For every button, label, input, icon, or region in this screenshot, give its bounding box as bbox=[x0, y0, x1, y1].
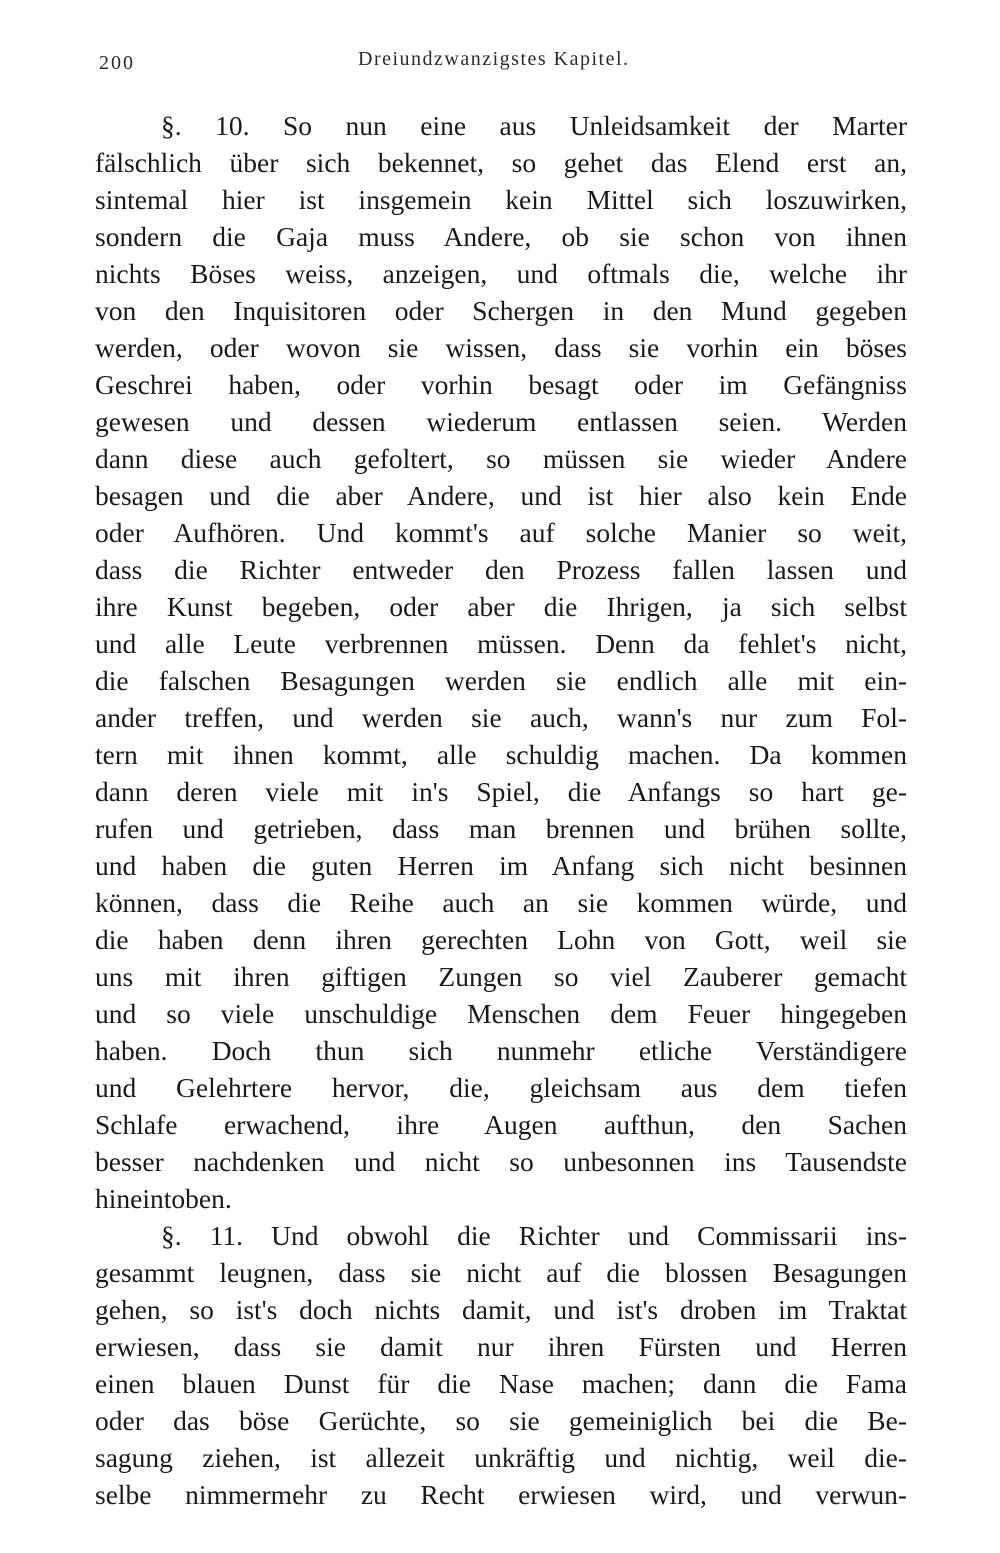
text-line: rufen und getrieben, dass man brennen und brühen sollte, bbox=[95, 813, 907, 844]
running-head bbox=[0, 44, 1000, 80]
text-line: oder das böse Gerüchte, so sie gemeiniglich bei die Be- bbox=[95, 1405, 907, 1436]
text-line: haben. Doch thun sich nunmehr etliche Verständigere bbox=[95, 1035, 907, 1066]
text-line: Geschrei haben, oder vorhin besagt oder im Gefängniss bbox=[95, 369, 907, 400]
text-line: werden, oder wovon sie wissen, dass sie vorhin ein böses bbox=[95, 332, 907, 363]
text-line: sagung ziehen, ist allezeit unkräftig und nichtig, weil die- bbox=[95, 1442, 907, 1473]
text-line: und Gelehrtere hervor, die, gleichsam aus dem tiefen bbox=[95, 1072, 907, 1103]
text-line: erwiesen, dass sie damit nur ihren Fürsten und Herren bbox=[95, 1331, 907, 1362]
text-line: nichts Böses weiss, anzeigen, und oftmals die, welche ihr bbox=[95, 258, 907, 289]
body-text bbox=[95, 107, 907, 1513]
text-line: fälschlich über sich bekennet, so gehet das Elend erst an, bbox=[95, 147, 907, 178]
text-line: besser nachdenken und nicht so unbesonnen ins Tausendste bbox=[95, 1146, 907, 1177]
text-line: die falschen Besagungen werden sie endlich alle mit ein- bbox=[95, 665, 907, 696]
text-line: selbe nimmermehr zu Recht erwiesen wird, und verwun- bbox=[95, 1479, 907, 1510]
text-line: können, dass die Reihe auch an sie kommen würde, und bbox=[95, 887, 907, 918]
text-line: gewesen und dessen wiederum entlassen seien. Werden bbox=[95, 406, 907, 437]
text-line: Schlafe erwachend, ihre Augen aufthun, den Sachen bbox=[95, 1109, 907, 1140]
page-number: 200 bbox=[99, 52, 135, 74]
text-line: sondern die Gaja muss Andere, ob sie schon von ihnen bbox=[95, 221, 907, 252]
text-line: gesammt leugnen, dass sie nicht auf die blossen Besagungen bbox=[95, 1257, 907, 1288]
text-line: ander treffen, und werden sie auch, wann's nur zum Fol- bbox=[95, 702, 907, 733]
text-line: einen blauen Dunst für die Nase machen; dann die Fama bbox=[95, 1368, 907, 1399]
text-line: und so viele unschuldige Menschen dem Feuer hingegeben bbox=[95, 998, 907, 1029]
text-line: dann diese auch gefoltert, so müssen sie wieder Andere bbox=[95, 443, 907, 474]
text-line: hineintoben. bbox=[95, 1183, 232, 1214]
text-line: ihre Kunst begeben, oder aber die Ihrigen, ja sich selbst bbox=[95, 591, 907, 622]
text-line: und haben die guten Herren im Anfang sich nicht besinnen bbox=[95, 850, 907, 881]
text-line: tern mit ihnen kommt, alle schuldig machen. Da kommen bbox=[95, 739, 907, 770]
chapter-title: Dreiundzwanzigstes Kapitel. bbox=[358, 48, 630, 70]
text-line: §. 11. Und obwohl die Richter und Commissarii ins- bbox=[161, 1220, 907, 1251]
text-line: oder Aufhören. Und kommt's auf solche Manier so weit, bbox=[95, 517, 907, 548]
text-line: von den Inquisitoren oder Schergen in den Mund gegeben bbox=[95, 295, 907, 326]
text-line: und alle Leute verbrennen müssen. Denn da fehlet's nicht, bbox=[95, 628, 907, 659]
text-line: dann deren viele mit in's Spiel, die Anfangs so hart ge- bbox=[95, 776, 907, 807]
text-line: dass die Richter entweder den Prozess fallen lassen und bbox=[95, 554, 907, 585]
text-line: §. 10. So nun eine aus Unleidsamkeit der Marter bbox=[161, 110, 907, 141]
text-line: die haben denn ihren gerechten Lohn von Gott, weil sie bbox=[95, 924, 907, 955]
text-line: gehen, so ist's doch nichts damit, und ist's droben im Traktat bbox=[95, 1294, 907, 1325]
text-line: uns mit ihren giftigen Zungen so viel Zauberer gemacht bbox=[95, 961, 907, 992]
text-line: sintemal hier ist insgemein kein Mittel sich loszuwirken, bbox=[95, 184, 907, 215]
text-line: besagen und die aber Andere, und ist hier also kein Ende bbox=[95, 480, 907, 511]
